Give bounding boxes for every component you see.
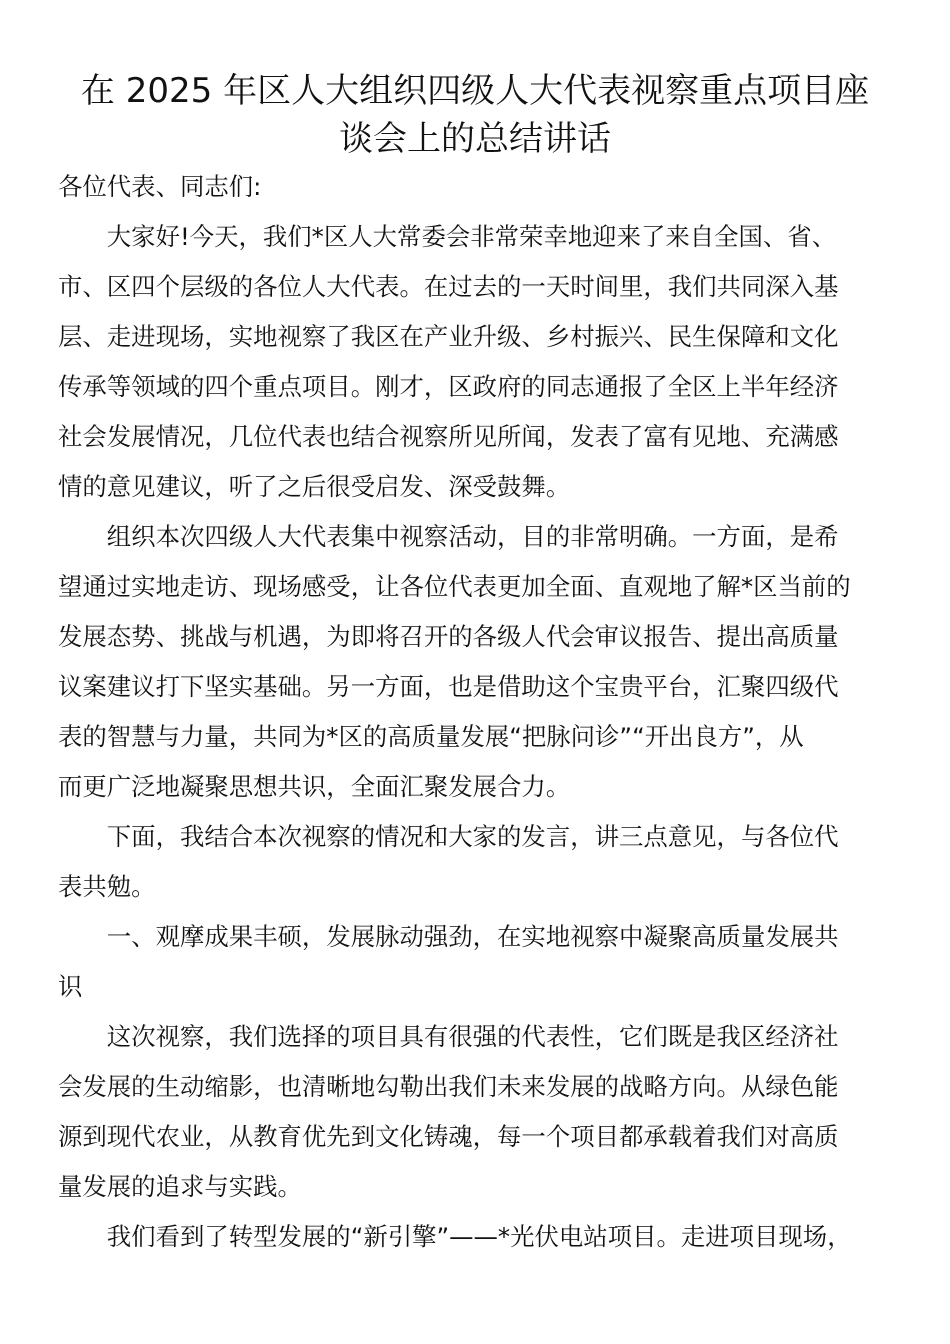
body-line: 层、走进现场，实地视察了我区在产业升级、乡村振兴、民生保障和文化: [58, 322, 839, 351]
body-line: 大家好!今天，我们*区人大常委会非常荣幸地迎来了来自全国、省、: [58, 222, 837, 251]
body-line: 我们看到了转型发展的“新引擎”——*光伏电站项目。走进项目现场，: [58, 1222, 852, 1251]
body-line: 望通过实地走访、现场感受，让各位代表更加全面、直观地了解*区当前的: [58, 572, 851, 601]
body-line: 发展态势、挑战与机遇，为即将召开的各级人代会审议报告、提出高质量: [58, 622, 839, 651]
body-line: 社会发展情况，几位代表也结合视察所见所闻，发表了富有见地、充满感: [58, 422, 839, 451]
document-title-line-2: 谈会上的总结讲话: [339, 119, 611, 159]
section-heading-line: 识: [58, 972, 83, 1001]
body-line: 量发展的追求与实践。: [58, 1172, 302, 1201]
body-line: 表的智慧与力量，共同为*区的高质量发展“把脉问诊”“开出良方”，从: [58, 722, 804, 751]
section-heading-line: 一、观摩成果丰硕，发展脉动强劲，在实地视察中凝聚高质量发展共: [58, 922, 839, 951]
body-line: 情的意见建议，听了之后很受启发、深受鼓舞。: [58, 472, 571, 501]
body-line: 议案建议打下坚实基础。另一方面，也是借助这个宝贵平台，汇聚四级代: [58, 672, 839, 701]
body-line: 组织本次四级人大代表集中视察活动，目的非常明确。一方面，是希: [58, 522, 839, 551]
body-line: 而更广泛地凝聚思想共识，全面汇聚发展合力。: [58, 772, 571, 801]
document-title-line-1: 在 2025 年区人大组织四级人大代表视察重点项目座: [80, 71, 870, 111]
body-line: 市、区四个层级的各位人大代表。在过去的一天时间里，我们共同深入基: [58, 272, 839, 301]
body-line: 源到现代农业，从教育优先到文化铸魂，每一个项目都承载着我们对高质: [58, 1122, 839, 1151]
body-line: 传承等领域的四个重点项目。刚才，区政府的同志通报了全区上半年经济: [58, 372, 839, 401]
body-line: 这次视察，我们选择的项目具有很强的代表性，它们既是我区经济社: [58, 1022, 839, 1051]
salutation: 各位代表、同志们:: [58, 172, 262, 201]
body-line: 表共勉。: [58, 872, 156, 901]
body-line: 下面，我结合本次视察的情况和大家的发言，讲三点意见，与各位代: [58, 822, 839, 851]
body-line: 会发展的生动缩影，也清晰地勾勒出我们未来发展的战略方向。从绿色能: [58, 1072, 839, 1101]
